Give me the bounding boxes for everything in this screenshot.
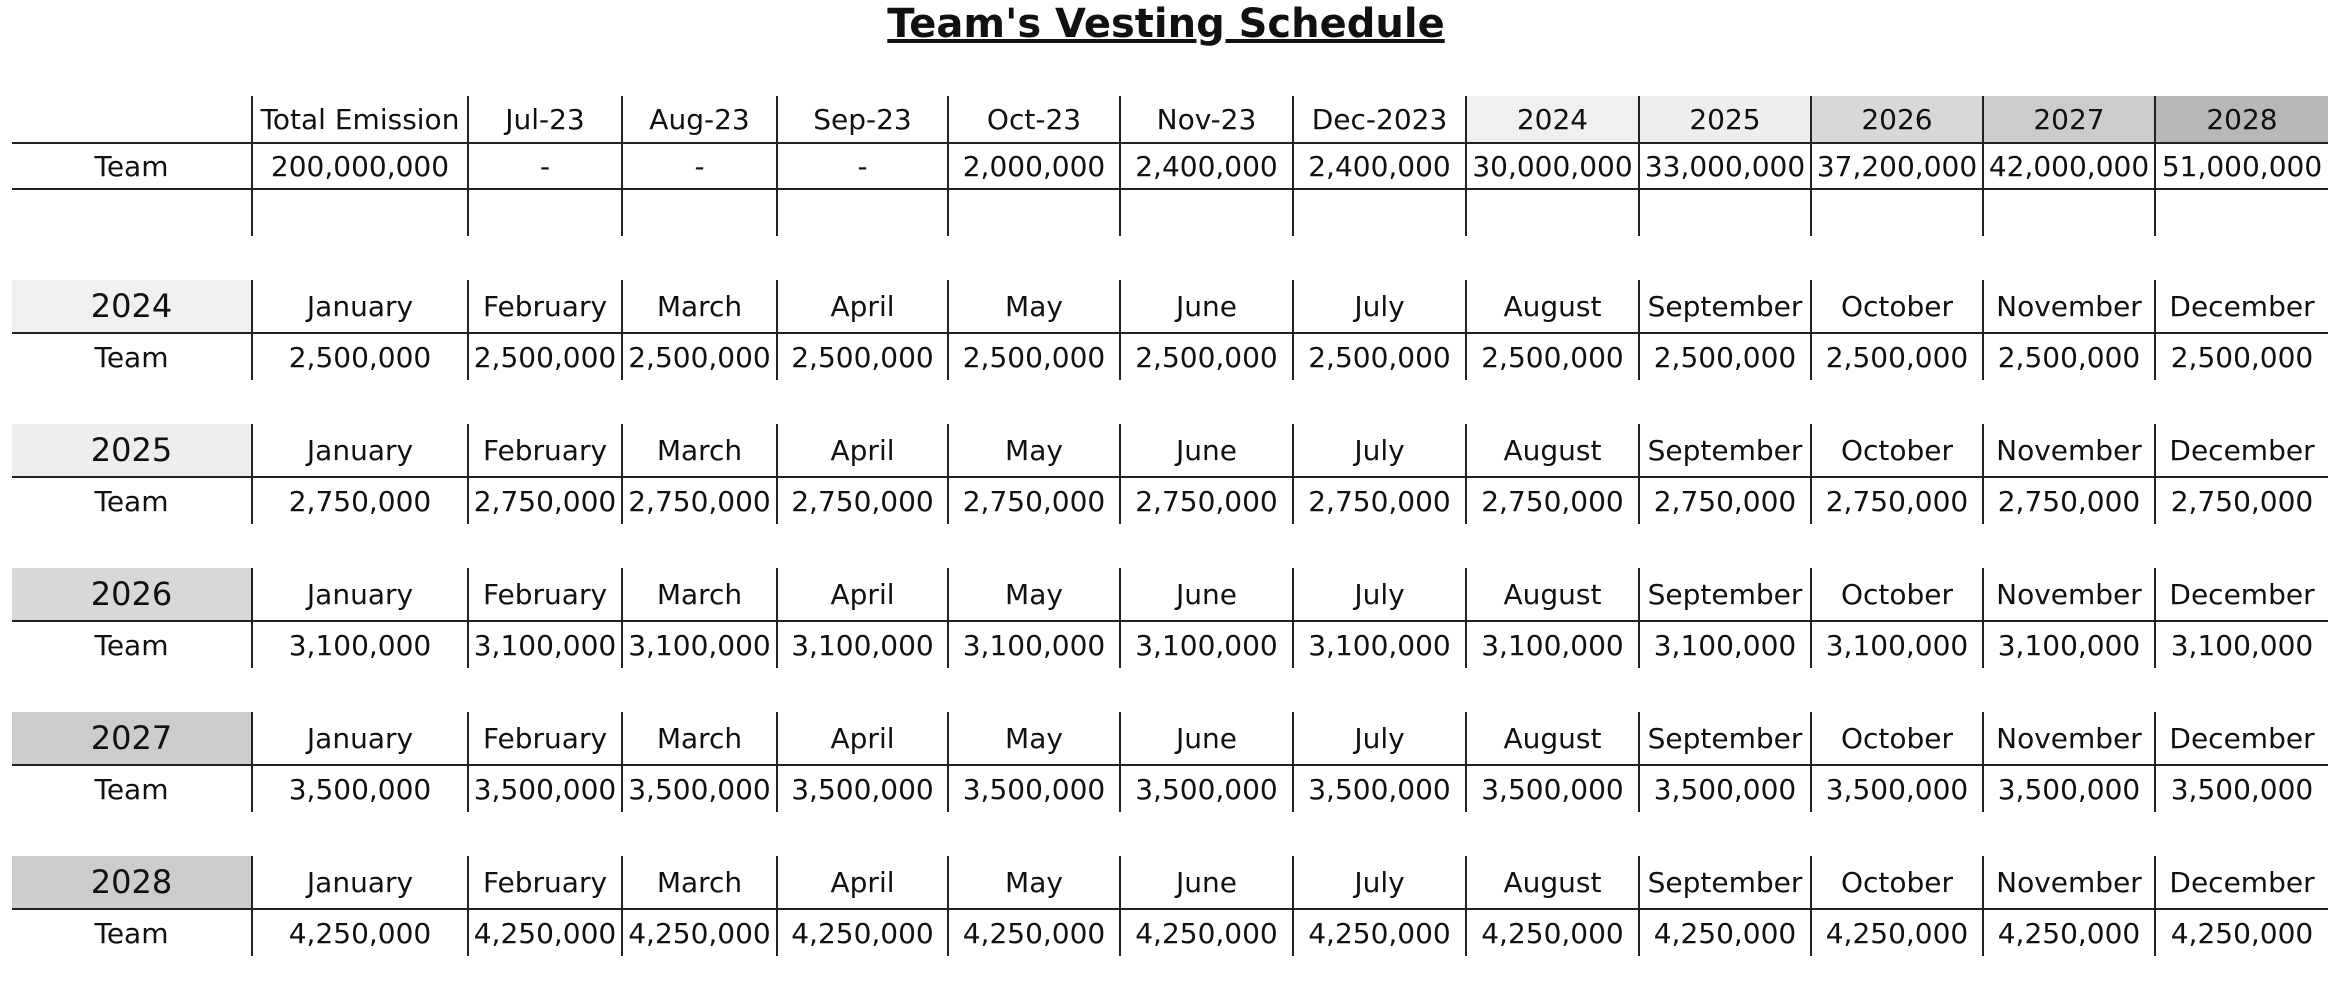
monthly-value-cell: 3,500,000	[947, 766, 1119, 812]
monthly-value-cell: 2,500,000	[251, 334, 467, 380]
monthly-value-cell: 3,100,000	[467, 622, 621, 668]
summary-header-cell: 2024	[1465, 96, 1638, 144]
month-header-cell: November	[1982, 712, 2154, 766]
month-header-cell: March	[621, 424, 776, 478]
monthly-value-cell: 3,100,000	[1982, 622, 2154, 668]
summary-empty-cell	[1119, 190, 1292, 236]
year-row-label: Team	[94, 340, 169, 374]
summary-value-cell: 51,000,000	[2154, 144, 2328, 190]
month-header-cell: January	[251, 568, 467, 622]
monthly-value-cell: 3,500,000	[2154, 766, 2328, 812]
summary-header-cell: Nov-23	[1119, 96, 1292, 144]
monthly-value-cell: 2,750,000	[947, 478, 1119, 524]
month-header-cell: January	[251, 424, 467, 478]
monthly-value-cell: 4,250,000	[1810, 910, 1982, 956]
month-header-cell: November	[1982, 280, 2154, 334]
monthly-value-cell: 2,750,000	[1982, 478, 2154, 524]
summary-header-cell: Sep-23	[776, 96, 947, 144]
monthly-value-cell: 2,750,000	[2154, 478, 2328, 524]
monthly-value-cell: 3,500,000	[1465, 766, 1638, 812]
monthly-value-cell: 3,500,000	[776, 766, 947, 812]
summary-empty-cell	[1810, 190, 1982, 236]
year-row-label: Team	[94, 484, 169, 518]
summary-value-cell: 42,000,000	[1982, 144, 2154, 190]
summary-empty-cell	[1465, 190, 1638, 236]
monthly-value-cell: 3,500,000	[467, 766, 621, 812]
month-header-cell: February	[467, 568, 621, 622]
monthly-value-cell: 2,500,000	[1292, 334, 1465, 380]
month-header-cell: April	[776, 280, 947, 334]
monthly-value-cell: 3,100,000	[251, 622, 467, 668]
monthly-value-cell: 2,500,000	[1119, 334, 1292, 380]
month-header-cell: December	[2154, 568, 2328, 622]
monthly-value-cell: 4,250,000	[2154, 910, 2328, 956]
month-header-cell: January	[251, 712, 467, 766]
year-row-label: Team	[94, 916, 169, 950]
monthly-value-cell: 3,100,000	[1292, 622, 1465, 668]
summary-empty-cell	[1292, 190, 1465, 236]
month-header-cell: April	[776, 856, 947, 910]
summary-empty-cell	[776, 190, 947, 236]
month-header-cell: July	[1292, 568, 1465, 622]
month-header-cell: May	[947, 568, 1119, 622]
monthly-value-cell: 3,500,000	[1638, 766, 1810, 812]
month-header-cell: June	[1119, 856, 1292, 910]
month-header-cell: September	[1638, 280, 1810, 334]
monthly-value-cell: 3,100,000	[1638, 622, 1810, 668]
month-header-cell: August	[1465, 856, 1638, 910]
monthly-value-cell: 4,250,000	[947, 910, 1119, 956]
month-header-cell: March	[621, 856, 776, 910]
month-header-cell: July	[1292, 712, 1465, 766]
month-header-cell: August	[1465, 568, 1638, 622]
summary-value-cell: -	[621, 144, 776, 190]
monthly-value-cell: 3,100,000	[947, 622, 1119, 668]
month-header-cell: June	[1119, 424, 1292, 478]
year-block-title: 2024	[12, 280, 251, 334]
month-header-cell: July	[1292, 280, 1465, 334]
monthly-value-cell: 2,500,000	[947, 334, 1119, 380]
summary-header-cell: 2027	[1982, 96, 2154, 144]
summary-empty-cell	[251, 190, 467, 236]
monthly-value-cell: 2,500,000	[621, 334, 776, 380]
monthly-value-cell: 3,500,000	[1292, 766, 1465, 812]
month-header-cell: November	[1982, 424, 2154, 478]
summary-empty-cell	[1982, 190, 2154, 236]
monthly-value-cell: 2,750,000	[1119, 478, 1292, 524]
summary-value-cell: 2,400,000	[1119, 144, 1292, 190]
monthly-value-cell: 4,250,000	[776, 910, 947, 956]
monthly-value-cell: 3,500,000	[621, 766, 776, 812]
summary-value-cell: 200,000,000	[251, 144, 467, 190]
month-header-cell: September	[1638, 712, 1810, 766]
month-header-cell: December	[2154, 856, 2328, 910]
month-header-cell: November	[1982, 856, 2154, 910]
summary-header-cell: Jul-23	[467, 96, 621, 144]
year-row-label: Team	[94, 772, 169, 806]
month-header-cell: July	[1292, 856, 1465, 910]
month-header-cell: March	[621, 712, 776, 766]
monthly-value-cell: 3,500,000	[1810, 766, 1982, 812]
month-header-cell: April	[776, 424, 947, 478]
month-header-cell: August	[1465, 424, 1638, 478]
year-block-title: 2026	[12, 568, 251, 622]
month-header-cell: August	[1465, 712, 1638, 766]
monthly-value-cell: 2,500,000	[467, 334, 621, 380]
monthly-value-cell: 4,250,000	[251, 910, 467, 956]
summary-value-cell: -	[776, 144, 947, 190]
summary-header-cell: 2028	[2154, 96, 2328, 144]
month-header-cell: April	[776, 712, 947, 766]
summary-header-cell: Aug-23	[621, 96, 776, 144]
monthly-value-cell: 2,750,000	[1810, 478, 1982, 524]
month-header-cell: February	[467, 856, 621, 910]
monthly-value-cell: 2,500,000	[1465, 334, 1638, 380]
month-header-cell: June	[1119, 568, 1292, 622]
monthly-value-cell: 3,500,000	[251, 766, 467, 812]
month-header-cell: October	[1810, 856, 1982, 910]
month-header-cell: January	[251, 856, 467, 910]
summary-header-cell: Oct-23	[947, 96, 1119, 144]
month-header-cell: April	[776, 568, 947, 622]
monthly-value-cell: 2,500,000	[1810, 334, 1982, 380]
month-header-cell: February	[467, 712, 621, 766]
monthly-value-cell: 3,100,000	[776, 622, 947, 668]
monthly-value-cell: 2,500,000	[776, 334, 947, 380]
monthly-value-cell: 2,750,000	[1638, 478, 1810, 524]
monthly-value-cell: 3,500,000	[1119, 766, 1292, 812]
summary-empty-cell	[947, 190, 1119, 236]
month-header-cell: January	[251, 280, 467, 334]
summary-value-cell: 33,000,000	[1638, 144, 1810, 190]
month-header-cell: March	[621, 568, 776, 622]
summary-empty-cell	[621, 190, 776, 236]
summary-empty-cell	[467, 190, 621, 236]
summary-corner-cell	[12, 96, 251, 144]
month-header-cell: August	[1465, 280, 1638, 334]
summary-value-cell: -	[467, 144, 621, 190]
summary-value-cell: 30,000,000	[1465, 144, 1638, 190]
month-header-cell: May	[947, 280, 1119, 334]
year-block-title: 2025	[12, 424, 251, 478]
month-header-cell: February	[467, 280, 621, 334]
monthly-value-cell: 4,250,000	[621, 910, 776, 956]
month-header-cell: February	[467, 424, 621, 478]
monthly-value-cell: 4,250,000	[1465, 910, 1638, 956]
monthly-value-cell: 3,500,000	[1982, 766, 2154, 812]
month-header-cell: September	[1638, 568, 1810, 622]
monthly-value-cell: 2,750,000	[1465, 478, 1638, 524]
monthly-value-cell: 4,250,000	[1292, 910, 1465, 956]
monthly-value-cell: 2,750,000	[621, 478, 776, 524]
year-block-title: 2028	[12, 856, 251, 910]
summary-value-cell: 2,000,000	[947, 144, 1119, 190]
monthly-value-cell: 4,250,000	[1638, 910, 1810, 956]
monthly-value-cell: 3,100,000	[1119, 622, 1292, 668]
monthly-value-cell: 3,100,000	[2154, 622, 2328, 668]
summary-header-cell: 2026	[1810, 96, 1982, 144]
month-header-cell: May	[947, 856, 1119, 910]
summary-header-cell: Dec-2023	[1292, 96, 1465, 144]
monthly-value-cell: 4,250,000	[467, 910, 621, 956]
month-header-cell: October	[1810, 568, 1982, 622]
month-header-cell: June	[1119, 712, 1292, 766]
summary-value-cell: 2,400,000	[1292, 144, 1465, 190]
year-block-title: 2027	[12, 712, 251, 766]
monthly-value-cell: 3,100,000	[1465, 622, 1638, 668]
month-header-cell: May	[947, 712, 1119, 766]
monthly-value-cell: 2,500,000	[1982, 334, 2154, 380]
monthly-value-cell: 2,750,000	[776, 478, 947, 524]
month-header-cell: December	[2154, 280, 2328, 334]
month-header-cell: November	[1982, 568, 2154, 622]
monthly-value-cell: 2,750,000	[467, 478, 621, 524]
monthly-value-cell: 2,500,000	[1638, 334, 1810, 380]
monthly-value-cell: 3,100,000	[621, 622, 776, 668]
monthly-value-cell: 2,500,000	[2154, 334, 2328, 380]
monthly-value-cell: 4,250,000	[1119, 910, 1292, 956]
summary-header-cell: Total Emission	[251, 96, 467, 144]
month-header-cell: December	[2154, 424, 2328, 478]
month-header-cell: September	[1638, 856, 1810, 910]
monthly-value-cell: 2,750,000	[251, 478, 467, 524]
month-header-cell: March	[621, 280, 776, 334]
summary-empty-cell	[1638, 190, 1810, 236]
page-title: Team's Vesting Schedule	[887, 1, 1445, 47]
month-header-cell: October	[1810, 712, 1982, 766]
summary-empty-cell	[2154, 190, 2328, 236]
month-header-cell: July	[1292, 424, 1465, 478]
month-header-cell: May	[947, 424, 1119, 478]
month-header-cell: December	[2154, 712, 2328, 766]
year-row-label: Team	[94, 628, 169, 662]
summary-row-label: Team	[12, 144, 251, 190]
monthly-value-cell: 3,100,000	[1810, 622, 1982, 668]
monthly-value-cell: 4,250,000	[1982, 910, 2154, 956]
month-header-cell: September	[1638, 424, 1810, 478]
month-header-cell: October	[1810, 280, 1982, 334]
month-header-cell: June	[1119, 280, 1292, 334]
summary-value-cell: 37,200,000	[1810, 144, 1982, 190]
monthly-value-cell: 2,750,000	[1292, 478, 1465, 524]
month-header-cell: October	[1810, 424, 1982, 478]
summary-header-cell: 2025	[1638, 96, 1810, 144]
